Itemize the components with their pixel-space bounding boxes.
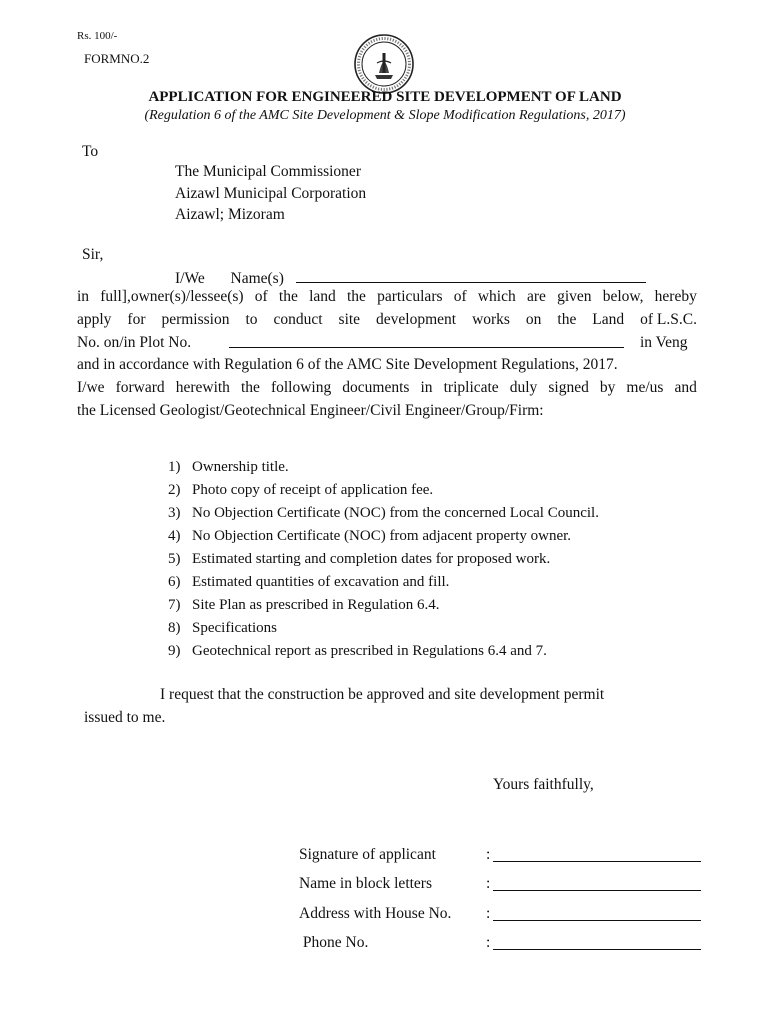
- word: to: [245, 311, 258, 328]
- names-blank-field[interactable]: [296, 268, 646, 283]
- documents-list: [168, 456, 599, 663]
- body-line-5: and in accordance with Regulation 6 of the AMC Site Development Regulations, 2017.: [77, 356, 618, 373]
- address-line: Aizawl; Mizoram: [175, 206, 285, 223]
- word: apply: [77, 311, 112, 328]
- address-label: Address with House No.: [299, 905, 452, 922]
- list-item: 1) Ownership title.: [168, 459, 289, 475]
- word: development: [376, 311, 457, 328]
- closing: Yours faithfully,: [493, 776, 594, 793]
- word: by: [599, 379, 616, 396]
- word: me/us: [626, 379, 664, 396]
- word: Land: [592, 311, 625, 328]
- word: below,: [602, 288, 644, 305]
- word: of L.S.C.: [640, 311, 697, 328]
- word: land: [309, 288, 336, 305]
- colon: :: [486, 846, 491, 863]
- word: full],owner(s)/lessee(s): [100, 288, 244, 305]
- word: forward: [115, 379, 165, 396]
- to-label: To: [82, 143, 99, 160]
- address-line: Aizawl Municipal Corporation: [175, 185, 367, 202]
- body-line-1: [175, 268, 646, 288]
- word: for: [127, 311, 146, 328]
- list-item: 4) No Objection Certificate (NOC) from adjacent property owner.: [168, 528, 572, 544]
- word: hereby: [654, 288, 697, 305]
- word: permission: [161, 311, 230, 328]
- list-item: 7) Site Plan as prescribed in Regulation 6.4.: [168, 597, 440, 613]
- address-blank-field[interactable]: [493, 920, 701, 921]
- signature-blank-field[interactable]: [493, 861, 701, 862]
- address-line: The Municipal Commissioner: [175, 163, 361, 180]
- plot-suffix: in Veng: [640, 334, 688, 351]
- list-item: 6) Estimated quantities of excavation and fill.: [168, 574, 450, 590]
- body-line-2: [77, 288, 697, 306]
- colon: :: [486, 875, 491, 892]
- word: site: [338, 311, 361, 328]
- word: the: [240, 379, 260, 396]
- list-item: 2) Photo copy of receipt of application fee.: [168, 482, 434, 498]
- form-number: FORMNO.2: [84, 51, 150, 66]
- word: triplicate: [443, 379, 499, 396]
- word: in: [77, 288, 90, 305]
- word: the: [557, 311, 577, 328]
- word: works: [472, 311, 510, 328]
- body-line-7: the Licensed Geologist/Geotechnical Engineer/Civil Engineer/Group/Firm:: [77, 402, 544, 419]
- list-item: 3) No Objection Certificate (NOC) from the concerned Local Council.: [168, 505, 599, 521]
- body-line-3: [77, 311, 697, 329]
- municipal-seal-icon: [353, 33, 415, 95]
- colon: :: [486, 934, 491, 951]
- name-block-blank-field[interactable]: [493, 890, 701, 891]
- colon: :: [486, 905, 491, 922]
- request-line-2: issued to me.: [84, 709, 166, 726]
- word: signed: [548, 379, 589, 396]
- word: following: [270, 379, 332, 396]
- word: the: [278, 288, 298, 305]
- phone-label: Phone No.: [299, 934, 369, 951]
- word: the: [346, 288, 366, 305]
- word: in: [420, 379, 433, 396]
- name-block-label: Name in block letters: [299, 875, 432, 892]
- list-item: 5) Estimated starting and completion dates for proposed work.: [168, 551, 551, 567]
- word: and: [674, 379, 697, 396]
- word: conduct: [273, 311, 323, 328]
- names-label: Name(s): [230, 270, 284, 287]
- list-item: 8) Specifications: [168, 620, 277, 636]
- word: herewith: [175, 379, 230, 396]
- plot-number-blank-field[interactable]: [229, 347, 624, 348]
- word: of: [453, 288, 467, 305]
- iwe-label: I/We: [175, 270, 205, 287]
- word: on: [525, 311, 542, 328]
- word: of: [254, 288, 268, 305]
- word: which: [477, 288, 516, 305]
- word: are: [526, 288, 546, 305]
- list-item: 9) Geotechnical report as prescribed in Regulations 6.4 and 7.: [168, 643, 547, 659]
- form-title: APPLICATION FOR ENGINEERED SITE DEVELOPMENT OF LAND: [148, 89, 622, 105]
- salutation: Sir,: [82, 246, 104, 263]
- body-line-6: [77, 379, 697, 397]
- signature-label: Signature of applicant: [299, 846, 436, 863]
- word: duly: [509, 379, 538, 396]
- fee-label: Rs. 100/-: [77, 30, 118, 42]
- word: documents: [342, 379, 410, 396]
- form-subtitle: (Regulation 6 of the AMC Site Development & Slope Modification Regulations, 2017): [144, 108, 626, 123]
- request-line-1: I request that the construction be approved and site development permit: [160, 686, 605, 703]
- word: particulars: [377, 288, 443, 305]
- phone-blank-field[interactable]: [493, 949, 701, 950]
- word: given: [557, 288, 592, 305]
- word: I/we: [77, 379, 105, 396]
- plot-prefix: No. on/in Plot No.: [77, 334, 192, 351]
